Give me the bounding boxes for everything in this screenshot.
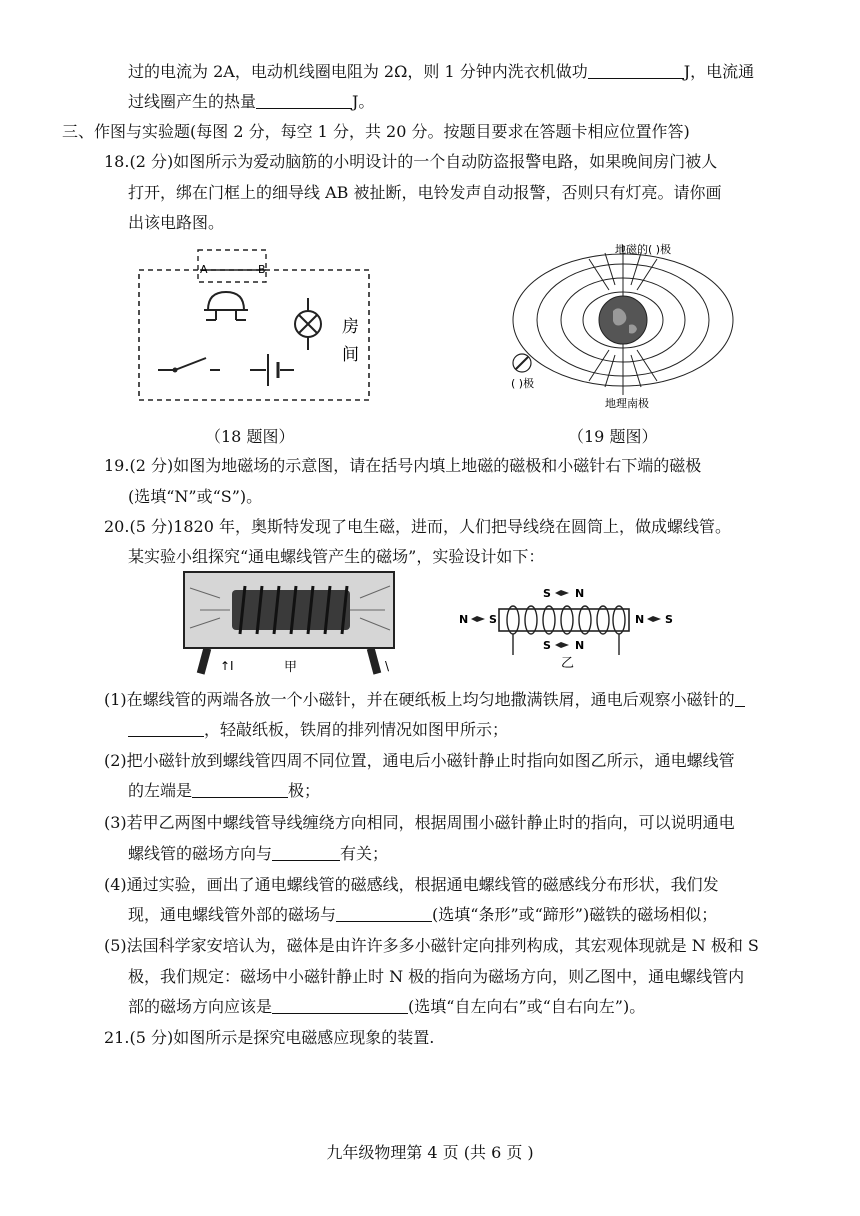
fig20-yi-label: 乙 <box>561 656 575 670</box>
q21-line-1: 21.(5 分)如图所示是探究电磁感应现象的装置. <box>104 1028 435 1047</box>
room-label-1: 房 <box>342 317 359 337</box>
label-a: A <box>200 263 208 276</box>
q20-part3-line-1: (3)若甲乙两图中螺线管导线缠绕方向相同，根据周围小磁针静止时的指向，可以说明通电 <box>104 813 735 832</box>
q20-part1-line-2: ，轻敲纸板，铁屑的排列情况如图甲所示； <box>128 719 508 741</box>
q18-line-2: 打开，绑在门框上的细导线 AB 被扯断，电铃发声自动报警，否则只有灯亮。请你画 <box>128 183 722 202</box>
q17-line-2: 过线圈产生的热量 J。 <box>128 92 375 111</box>
svg-text:S: S <box>665 613 673 626</box>
answer-blank[interactable] <box>735 690 745 707</box>
needle-pole-label: ( )极 <box>511 377 535 390</box>
q20-part2-line-1: (2)把小磁针放到螺线管四周不同位置，通电后小磁针静止时指向如图乙所示，通电螺线管 <box>104 751 735 770</box>
svg-text:N: N <box>575 587 585 600</box>
q20-part1-line-1: (1)在螺线管的两端各放一个小磁针，并在硬纸板上均匀地撒满铁屑，通电后观察小磁针的 <box>104 689 745 711</box>
answer-blank[interactable] <box>256 92 352 109</box>
q18-line-1: 18.(2 分)如图所示为爱动脑筋的小明设计的一个自动防盗报警电路，如果晚间房门被人 <box>104 152 718 171</box>
q20-part4-line-1: (4)通过实验，画出了通电螺线管的磁感线，根据通电螺线管的磁感线分布形状，我们发 <box>104 875 719 894</box>
q19-line-1: 19.(2 分)如图为地磁场的示意图，请在括号内填上地磁的磁极和小磁针右下端的磁极 <box>104 456 702 475</box>
answer-blank[interactable] <box>588 62 684 79</box>
svg-text:\: \ <box>385 659 390 673</box>
fig19-caption: （19 题图） <box>568 427 658 446</box>
q20-part3-line-2: 螺线管的磁场方向与 有关； <box>128 844 389 863</box>
fig20-jia-iron-filings <box>180 568 400 678</box>
q19-line-2: (选填“N”或“S”)。 <box>128 487 263 506</box>
top-pole-label: 地磁的( )极 <box>615 243 672 256</box>
answer-blank[interactable] <box>272 844 340 861</box>
fig19-earth-magnetic-field <box>505 235 750 410</box>
q20-part5-line-1: (5)法国科学家安培认为，磁体是由许许多多小磁针定向排列构成，其宏观体现就是 N 极和 S <box>104 936 759 955</box>
compass-needle-icon <box>513 354 531 372</box>
fig18-circuit <box>130 240 390 445</box>
current-arrow-icon: ↑I <box>220 659 234 673</box>
q20-part5-line-3: 部的磁场方向应该是 (选填“自左向右”或“自右向左”)。 <box>128 997 646 1016</box>
room-label-2: 间 <box>342 345 359 365</box>
fig18-caption: （18 题图） <box>205 427 295 446</box>
section-heading: 三、作图与实验题(每图 2 分，每空 1 分，共 20 分。按题目要求在答题卡相应位置作答) <box>62 122 690 141</box>
q20-line-1: 20.(5 分)1820 年，奥斯特发现了电生磁，进而，人们把导线绕在圆筒上，做成螺线管。 <box>104 517 732 536</box>
svg-text:N: N <box>459 613 469 626</box>
q18-line-3: 出该电路图。 <box>128 213 225 232</box>
fig20-yi-compass-needles <box>455 585 685 670</box>
q17-line-1: 过的电流为 2A，电动机线圈电阻为 2Ω，则 1 分钟内洗衣机做功 J，电流通 <box>128 62 755 81</box>
bottom-pole-label: 地理南极 <box>605 397 649 410</box>
svg-text:S: S <box>543 639 551 652</box>
svg-text:N: N <box>635 613 645 626</box>
q20-part5-line-2: 极，我们规定：磁场中小磁针静止时 N 极的指向为磁场方向，则乙图中，通电螺线管内 <box>128 967 745 986</box>
answer-blank[interactable] <box>192 781 288 798</box>
svg-text:S: S <box>543 587 551 600</box>
page-footer: 九年级物理第 4 页 (共 6 页 ) <box>326 1143 534 1162</box>
answer-blank[interactable] <box>272 997 408 1014</box>
svg-text:N: N <box>575 639 585 652</box>
svg-text:S: S <box>489 613 497 626</box>
answer-blank[interactable] <box>128 720 204 737</box>
answer-blank[interactable] <box>336 905 432 922</box>
label-b: B <box>258 263 266 276</box>
q20-line-2: 某实验小组探究“通电螺线管产生的磁场”，实验设计如下： <box>128 547 545 566</box>
q20-part4-line-2: 现，通电螺线管外部的磁场与 (选填“条形”或“蹄形”)磁铁的磁场相似； <box>128 905 718 924</box>
fig20-jia-label: 甲 <box>284 660 298 675</box>
q20-part2-line-2: 的左端是 极； <box>128 781 321 800</box>
